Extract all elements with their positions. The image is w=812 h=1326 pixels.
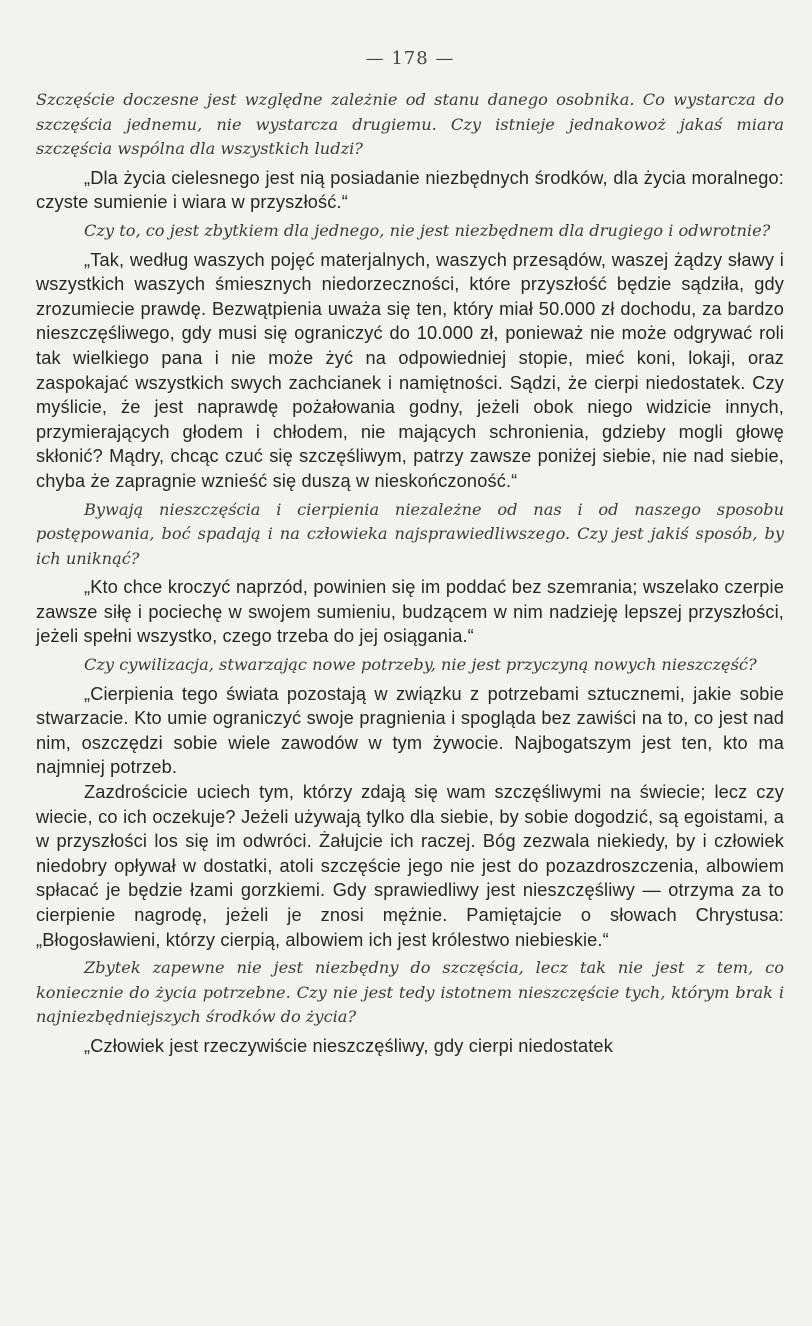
answer-paragraph: „Człowiek jest rzeczywiście nieszczęśliwy, gdy cierpi niedostatek <box>84 1035 613 1056</box>
answer-paragraph: „Cierpienia tego świata pozostają w związku z potrzebami sztucznemi, jakie sobie stwarzacie. Kto umie ograniczyć swoje pragnienia i spogląda bez zawiści na to, co jest nad nim, oszczędzi sobie wiele zawodów w tym żywocie. Najbogatszym jest ten, kto ma najmniej potrzeb. <box>36 683 784 778</box>
question-paragraph: Bywają nieszczęścia i cierpienia niezależne od nas i od naszego sposobu postępowania, boć spadają i na człowieka najsprawiedliwszego. Czy jest jakiś sposób, by ich uniknąć? <box>36 499 784 568</box>
book-page <box>36 44 784 1059</box>
answer-paragraph: „Dla życia cielesnego jest nią posiadanie niezbędnych środków, dla życia moralnego: czyste sumienie i wiara w przyszłość.“ <box>36 167 784 213</box>
question-paragraph: Czy to, co jest zbytkiem dla jednego, nie jest niezbędnem dla drugiego i odwrotnie? <box>84 220 771 240</box>
answer-paragraph: Zazdrościcie uciech tym, którzy zdają się wam szczęśliwymi na świecie; lecz czy wiecie, co ich oczekuje? Jeżeli używają tylko dla siebie, by sobie dogodzić, są egoistami, a w przyszłości los się im odwróci. Żałujcie ich raczej. Bóg zezwala niekiedy, by i człowiek niedobry opływał w dostatki, atoli szczęście jego nie jest do pozazdroszczenia, albowiem spłacać je będzie łzami gorzkiemi. Gdy sprawiedliwy jest nieszczęśliwy — otrzyma za to cierpienie nagrodę, jeżeli je znosi mężnie. Pamiętajcie o słowach Chrystusa: „Błogosławieni, którzy cierpią, albowiem ich jest królestwo niebieskie.“ <box>36 782 784 950</box>
page-number: — 178 — <box>365 48 455 69</box>
question-paragraph: Zbytek zapewne nie jest niezbędny do szczęścia, lecz tak nie jest z tem, co koniecznie do życia potrzebne. Czy nie jest tedy istotnem nieszczęście tych, którym brak i najniezbędniejszych środków do życia? <box>36 958 784 1027</box>
question-paragraph: Czy cywilizacja, stwarzając nowe potrzeby, nie jest przyczyną nowych nieszczęść? <box>84 655 757 675</box>
question-paragraph: Szczęście doczesne jest względne zależnie od stanu danego osobnika. Co wystarcza do szczęścia jednemu, nie wystarcza drugiemu. Czy istnieje jednakowoż jakaś miara szczęścia wspólna dla wszystkich ludzi? <box>36 90 784 159</box>
answer-paragraph: „Kto chce kroczyć naprzód, powinien się im poddać bez szemrania; wszelako czerpie zawsze siłę i pociechę w swojem sumieniu, budzącem w nim nadzieję lepszej przyszłości, jeżeli spełni wszystko, czego trzeba do jej osiągania.“ <box>36 577 784 647</box>
answer-paragraph: „Tak, według waszych pojęć materjalnych, waszych przesądów, waszej żądzy sławy i wszystkich waszych śmiesznych niedorzeczności, które przyszłość będzie sądziła, gdy zrozumiecie prawdę. Bezwątpienia uważa się ten, który miał 50.000 zł dochodu, za bardzo nieszczęśliwego, gdy musi się ograniczyć do 10.000 zł, ponieważ nie może odgrywać roli tak wielkiego pana i nie może żyć na odpowiedniej stopie, mieć koni, lokaji, oraz zaspokajać wszystkich swych zachcianek i namiętności. Sądzi, że cierpi niedostatek. Czy myślicie, że jest naprawdę pożałowania godny, jeżeli obok niego widzicie innych, przymierających głodem i chłodem, nie mających schronienia, gdzieby mogli głowę skłonić? Mądry, chcąc czuć się szczęśliwym, patrzy zawsze poniżej siebie, nie nad siebie, chyba że zapragnie wznieść się duszą w nieskończoność.“ <box>36 249 784 491</box>
